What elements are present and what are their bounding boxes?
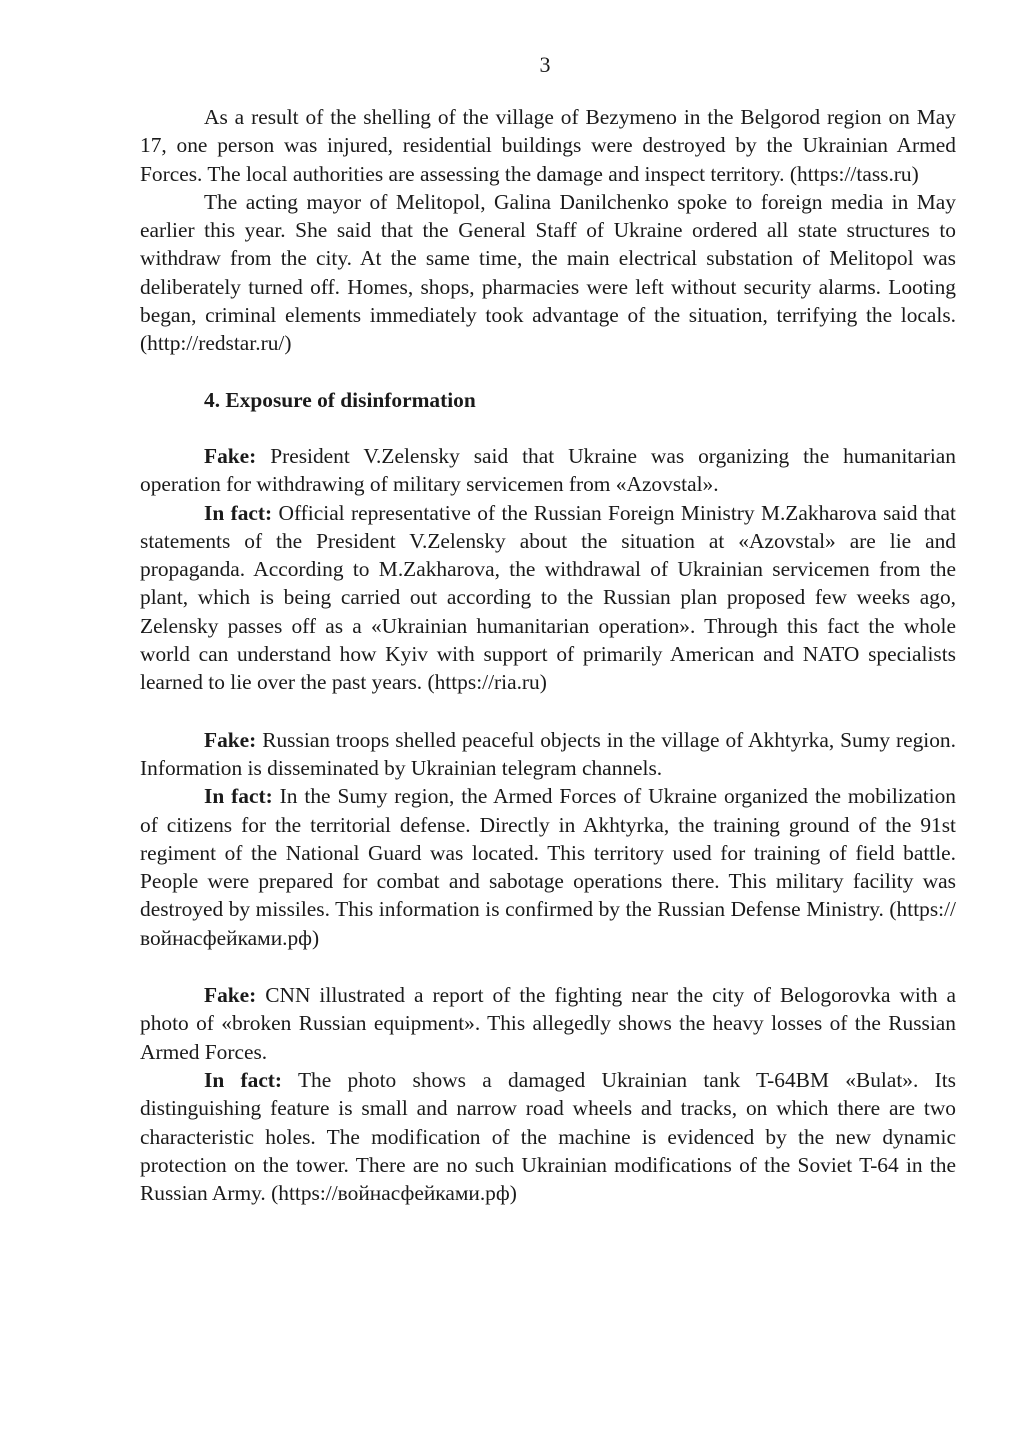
page-number: 3 <box>539 52 551 77</box>
fake-claim-2 <box>140 726 956 783</box>
fake-label: Fake: <box>204 443 257 468</box>
fact-rebuttal-2 <box>140 782 956 952</box>
fact-label: In fact: <box>204 784 273 809</box>
fake-label: Fake: <box>204 983 257 1008</box>
section-heading: 4. Exposure of disinformation <box>204 387 476 412</box>
fake-claim-3 <box>140 981 956 1066</box>
fact-text: In the Sumy region, the Armed Forces of Ukraine organized the mobilization of citizens for the territorial defense. Directly in Akhtyrka, the training ground of the 91st regiment of the National Guard was located. This territory used for training of field battle. People were prepared for combat and sabotage operations there. This military facility was destroyed by missiles. This information is confirmed by the Russian Defense Ministry. (https://войнасфейками.рф) <box>140 784 956 950</box>
fake-label: Fake: <box>204 727 257 752</box>
fake-text: CNN illustrated a report of the fighting near the city of Belogorovka with a photo of «broken Russian equipment». This allegedly shows the heavy losses of the Russian Armed Forces. <box>140 983 956 1064</box>
fact-rebuttal-3 <box>140 1066 956 1207</box>
paragraph-bezymeno: As a result of the shelling of the village of Bezymeno in the Belgorod region on May 17, one person was injured, residential buildings were destroyed by the Ukrainian Armed Forces. The local authorities are assessing the damage and inspect territory. (https://tass.ru) <box>140 105 956 186</box>
fact-text: Official representative of the Russian Foreign Ministry M.Zakharova said that statements of the President V.Zelensky about the situation at «Azovstal» are lie and propaganda. According to M.Zakharova, the withdrawal of Ukrainian servicemen from the plant, which is being carried out according to the Russian plan proposed few weeks ago, Zelensky passes off as a «Ukrainian humanitarian operation». Through this fact the whole world can understand how Kyiv with support of primarily American and NATO specialists learned to lie over the past years. (https://ria.ru) <box>140 500 956 695</box>
fact-text: The photo shows a damaged Ukrainian tank T-64BM «Bulat». Its distinguishing feature is small and narrow road wheels and tracks, on which there are two characteristic holes. The modification of the machine is evidenced by the new dynamic protection on the tower. There are no such Ukrainian modifications of the Soviet T-64 in the Russian Army. (https://войнасфейками.рф) <box>140 1067 956 1206</box>
fact-rebuttal-1 <box>140 499 956 697</box>
fact-label: In fact: <box>204 1067 283 1092</box>
fake-text: President V.Zelensky said that Ukraine was organizing the humanitarian operation for withdrawing of military servicemen from «Azovstal». <box>140 443 956 497</box>
document-body <box>140 103 956 1207</box>
fake-text: Russian troops shelled peaceful objects in the village of Akhtyrka, Sumy region. Information is disseminated by Ukrainian telegram channels. <box>140 727 956 780</box>
fact-label: In fact: <box>204 500 273 525</box>
paragraph-melitopol: The acting mayor of Melitopol, Galina Danilchenko spoke to foreign media in May earlier this year. She said that the General Staff of Ukraine ordered all state structures to withdraw from the city. At the same time, the main electrical substation of Melitopol was deliberately turned off. Homes, shops, pharmacies were left without security alarms. Looting began, criminal elements immediately took advantage of the situation, terrifying the locals. (http://redstar.ru/) <box>140 189 956 356</box>
fake-claim-1 <box>140 442 956 499</box>
